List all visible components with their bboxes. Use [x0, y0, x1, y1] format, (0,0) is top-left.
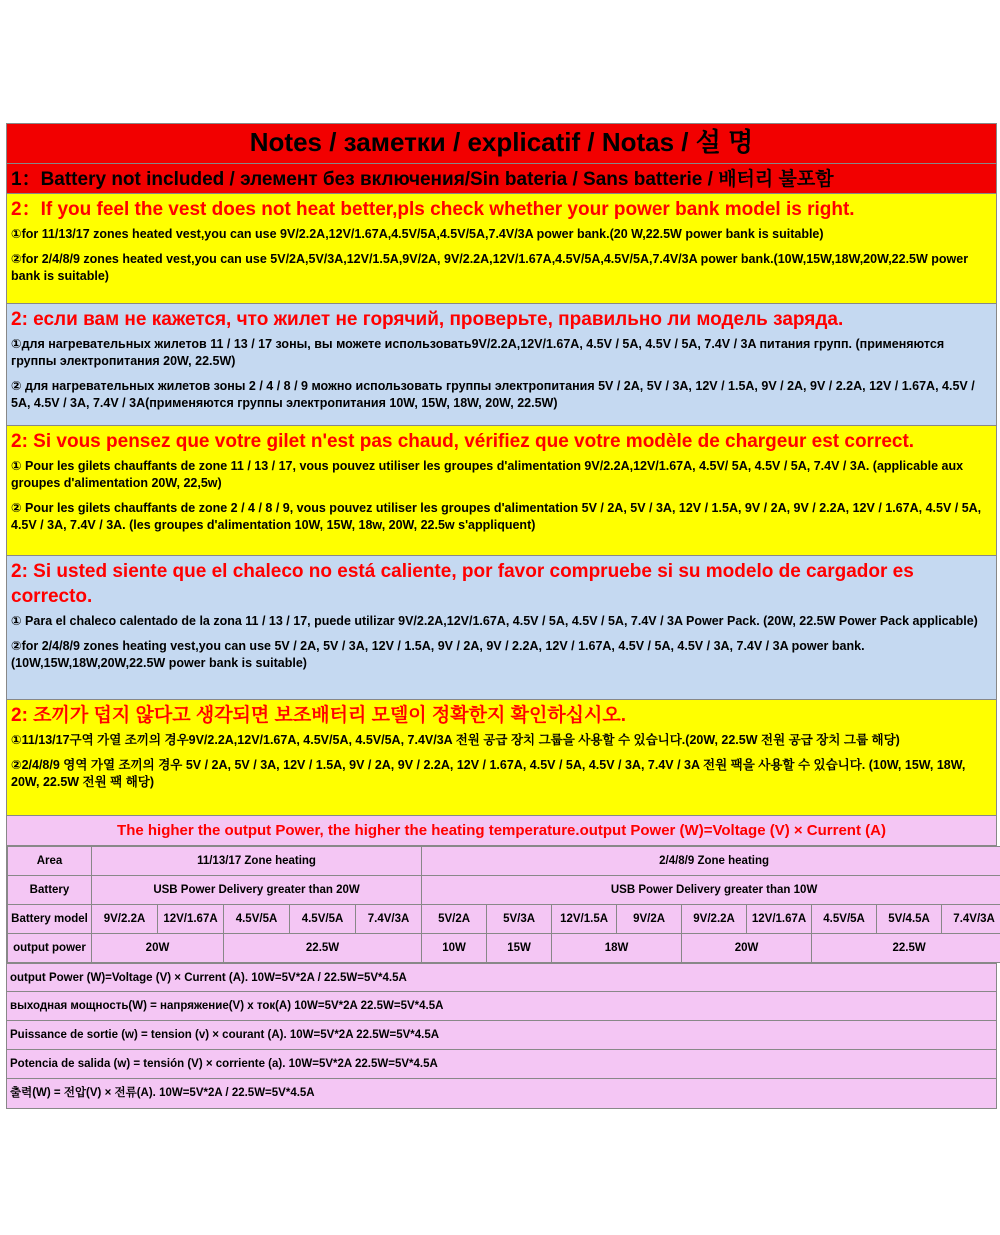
section-line: ② для нагревательных жилетов зоны 2 / 4 / 8 / 9 можно использовать группы электропитания 5V / 2A, 5V / 3A, 12V / 1.5A, 9V / 2A, 9V / 2.2A, 12V / 1.67A, 4.5V / 5A, 4.5V / 3A, 7.4V / 3A(применяются группы электропитания 10W, 15W, 18W, 20W, 22.5W): [11, 379, 975, 410]
notes-title: Notes / заметки / explicatif / Notas / 설 명: [7, 124, 996, 164]
section-line: ②2/4/8/9 영역 가열 조끼의 경우 5V / 2A, 5V / 3A, 12V / 1.5A, 9V / 2A, 9V / 2.2A, 12V / 1.67A, 4.5V / 5A, 4.5V / 3A, 7.4V / 3A 전원 팩을 사용할 수 있습니다. (10W, 15W, 18W, 20W, 22.5W 전원 팩 해당): [11, 758, 966, 789]
zone-b-header: 2/4/8/9 Zone heating: [422, 847, 1000, 876]
formula-english: output Power (W)=Voltage (V) × Current (A). 10W=5V*2A / 22.5W=5V*4.5A: [7, 963, 996, 992]
section-heading: 2: Si vous pensez que votre gilet n'est pas chaud, vérifiez que votre modèle de chargeur est correct.: [11, 431, 915, 452]
model-cell: 4.5V/5A: [812, 905, 877, 934]
model-cell: 4.5V/5A: [224, 905, 290, 934]
table-row: [8, 876, 1000, 905]
output-label: output power: [8, 934, 92, 963]
section-spanish: [7, 556, 996, 700]
output-cell: 15W: [487, 934, 552, 963]
table-row: [8, 847, 1000, 876]
model-cell: 5V/4.5A: [877, 905, 942, 934]
section-heading: 2：If you feel the vest does not heat better,pls check whether your power bank model is right.: [11, 199, 855, 220]
section-korean: [7, 700, 996, 816]
section-line: ① Para el chaleco calentado de la zona 11 / 13 / 17, puede utilizar 9V/2.2A,12V/1.67A, 4.5V / 5A, 4.5V / 5A, 7.4V / 3A Power Pack. (20W, 22.5W Power Pack applicable): [11, 614, 978, 628]
formula-russian: выходная мощность(W) = напряжение(V) x ток(A) 10W=5V*2A 22.5W=5V*4.5A: [7, 992, 996, 1021]
section-line: ②for 2/4/8/9 zones heated vest,you can use 5V/2A,5V/3A,12V/1.5A,9V/2A, 9V/2.2A,12V/1.67A,4.5V/5A,4.5V/5A,7.4V/3A power bank.(10W,15W,18W,20W,22.5W power bank is suitable): [11, 252, 969, 283]
power-table: [7, 846, 1000, 963]
battery-b: USB Power Delivery greater than 10W: [422, 876, 1000, 905]
model-cell: 12V/1.67A: [158, 905, 224, 934]
section-heading: 2: 조끼가 덥지 않다고 생각되면 보조배터리 모델이 정확한지 확인하십시오.: [11, 705, 627, 726]
output-cell: 20W: [682, 934, 812, 963]
model-cell: 7.4V/3A: [942, 905, 1000, 934]
section-line: ①for 11/13/17 zones heated vest,you can use 9V/2.2A,12V/1.67A,4.5V/5A,4.5V/5A,7.4V/3A power bank.(20 W,22.5W power bank is suitable): [11, 227, 824, 241]
power-heading: The higher the output Power, the higher the heating temperature.output Power (W)=Voltage (V) × Current (A): [7, 816, 996, 846]
model-cell: 12V/1.67A: [747, 905, 812, 934]
section-line: ① Pour les gilets chauffants de zone 11 / 13 / 17, vous pouvez utiliser les groupes d'alimentation 9V/2.2A,12V/1.67A, 4.5V/ 5A, 4.5V / 5A, 7.4V / 3A. (applicable aux groupes d'alimentation 20W, 22,5w): [11, 459, 964, 490]
model-cell: 9V/2.2A: [682, 905, 747, 934]
section-line: ②for 2/4/8/9 zones heating vest,you can use 5V / 2A, 5V / 3A, 12V / 1.5A, 9V / 2A, 9V / 2.2A, 12V / 1.67A, 4.5V / 5A, 4.5V / 3A, 7.4V / 3A power bank.(10W,15W,18W,20W,22.5W power bank is suitable): [11, 639, 865, 670]
section-heading: 2: Si usted siente que el chaleco no está caliente, por favor compruebe si su modelo de cargador es correcto.: [11, 561, 914, 607]
output-cell: 22.5W: [224, 934, 422, 963]
zone-a-header: 11/13/17 Zone heating: [92, 847, 422, 876]
formula-korean: 출력(W) = 전압(V) × 전류(A). 10W=5V*2A / 22.5W=5V*4.5A: [7, 1079, 996, 1108]
battery-note: 1：Battery not included / элемент без включения/Sin bateria / Sans batterie / 배터리 불포함: [7, 164, 996, 194]
battery-a: USB Power Delivery greater than 20W: [92, 876, 422, 905]
table-row: [8, 934, 1000, 963]
model-cell: 9V/2A: [617, 905, 682, 934]
formula-french: Puissance de sortie (w) = tension (v) × courant (A). 10W=5V*2A 22.5W=5V*4.5A: [7, 1021, 996, 1050]
model-cell: 4.5V/5A: [290, 905, 356, 934]
output-cell: 10W: [422, 934, 487, 963]
output-cell: 18W: [552, 934, 682, 963]
section-heading: 2: если вам не кажется, что жилет не горячий, проверьте, правильно ли модель заряда.: [11, 309, 844, 330]
section-french: [7, 426, 996, 556]
section-line: ①11/13/17구역 가열 조끼의 경우9V/2.2A,12V/1.67A, 4.5V/5A, 4.5V/5A, 7.4V/3A 전원 공급 장치 그룹을 사용할 수 있습니다.(20W, 22.5W 전원 공급 장치 그룹 해당): [11, 733, 900, 747]
output-cell: 22.5W: [812, 934, 1000, 963]
model-cell: 7.4V/3A: [356, 905, 422, 934]
notes-sheet: [6, 123, 997, 1109]
battery-label: Battery: [8, 876, 92, 905]
model-label: Battery model: [8, 905, 92, 934]
section-english: [7, 194, 996, 304]
model-cell: 5V/3A: [487, 905, 552, 934]
model-cell: 9V/2.2A: [92, 905, 158, 934]
model-cell: 12V/1.5A: [552, 905, 617, 934]
section-russian: [7, 304, 996, 426]
formula-spanish: Potencia de salida (w) = tensión (V) × corriente (a). 10W=5V*2A 22.5W=5V*4.5A: [7, 1050, 996, 1079]
section-line: ①для нагревательных жилетов 11 / 13 / 17 зоны, вы можете использовать9V/2.2A,12V/1.67A, 4.5V / 5A, 4.5V / 5A, 7.4V / 3A питания групп. (применяются группы электропитания 20W, 22.5W): [11, 337, 945, 368]
table-row: [8, 905, 1000, 934]
section-line: ② Pour les gilets chauffants de zone 2 / 4 / 8 / 9, vous pouvez utiliser les groupes d'alimentation 5V / 2A, 5V / 3A, 12V / 1.5A, 9V / 2A, 9V / 2.2A, 12V / 1.67A, 4.5V / 5A, 4.5V / 3A, 7.4V / 3A. (les groupes d'alimentation 10W, 15W, 18w, 20W, 22.5w s'appliquent): [11, 501, 982, 532]
output-cell: 20W: [92, 934, 224, 963]
model-cell: 5V/2A: [422, 905, 487, 934]
area-label: Area: [8, 847, 92, 876]
